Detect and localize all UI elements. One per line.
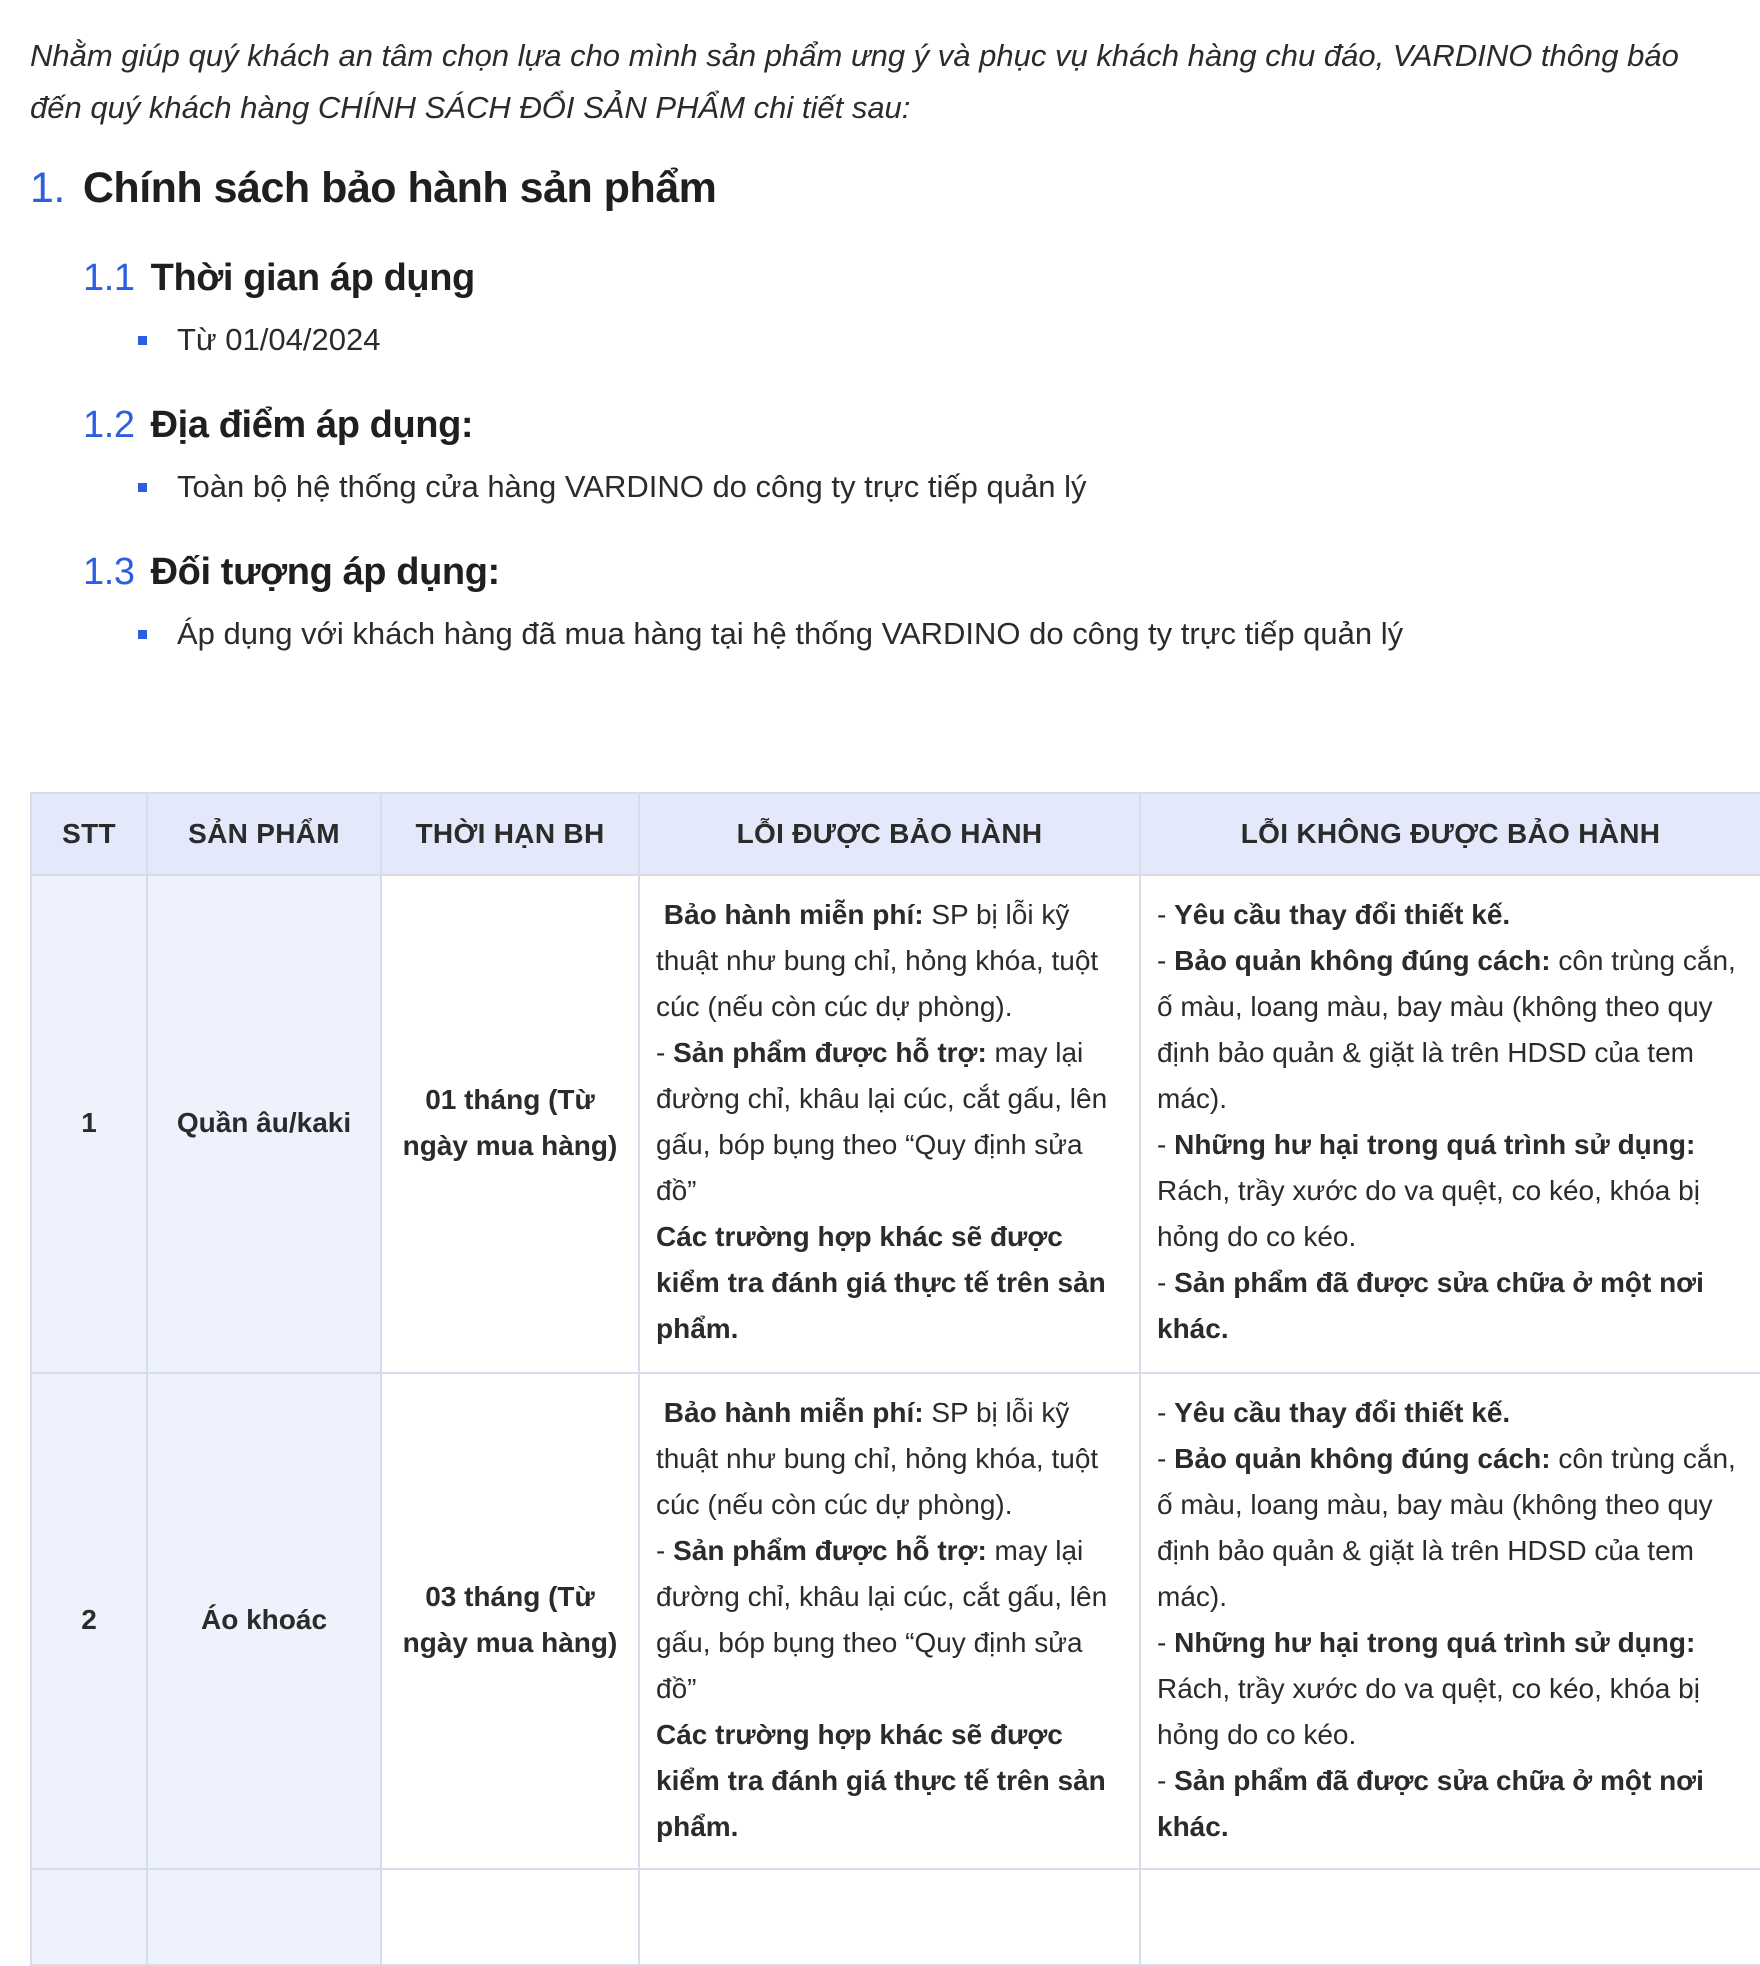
repaired-elsewhere: Sản phẩm đã được sửa chữa ở một nơi khác.	[1157, 1765, 1704, 1842]
usage-label: Những hư hại trong quá trình sử dụng:	[1174, 1129, 1696, 1160]
table-row-partial	[31, 1869, 1760, 1965]
support-label: Sản phẩm được hỗ trợ:	[673, 1535, 987, 1566]
usage-label: Những hư hại trong quá trình sử dụng:	[1174, 1627, 1696, 1658]
cell-product: Áo khoác	[147, 1373, 381, 1869]
policy-page	[30, 30, 1760, 652]
other-cases: Các trường hợp khác sẽ được kiểm tra đánh giá thực tế trên sản phẩm.	[656, 1221, 1106, 1344]
storage-text: côn trùng cắn, ố màu, loang màu, bay màu (không theo quy định bảo quản & giặt là trên HDSD của tem mác).	[1157, 945, 1736, 1114]
cell-not-covered: - Yêu cầu thay đổi thiết kế. - Bảo quản không đúng cách: côn trùng cắn, ố màu, loang màu, bay màu (không theo quy định bảo quản & giặt là trên HDSD của tem mác). - Những hư hại trong quá trình sử dụng: Rách, trầy xước do va quệt, co kéo, khóa bị hỏng do co kéo. - Sản phẩm đã được sửa chữa ở một nơi khác.	[1140, 1373, 1760, 1869]
header-stt: STT	[31, 793, 147, 875]
header-term: THỜI HẠN BH	[381, 793, 639, 875]
free-label: Bảo hành miễn phí:	[663, 899, 924, 930]
subsection-heading-time	[83, 257, 1760, 300]
other-cases: Các trường hợp khác sẽ được kiểm tra đánh giá thực tế trên sản phẩm.	[656, 1719, 1106, 1842]
storage-label: Bảo quản không đúng cách:	[1174, 1443, 1551, 1474]
bullet-item	[138, 322, 1760, 358]
subsection-number: 1.1	[83, 257, 135, 299]
repaired-elsewhere: Sản phẩm đã được sửa chữa ở một nơi khác.	[1157, 1267, 1704, 1344]
cell-covered: Bảo hành miễn phí: SP bị lỗi kỹ thuật như bung chỉ, hỏng khóa, tuột cúc (nếu còn cúc dự phòng). - Sản phẩm được hỗ trợ: may lại đường chỉ, khâu lại cúc, cắt gấu, lên gấu, bóp bụng theo “Quy định sửa đồ” Các trường hợp khác sẽ được kiểm tra đánh giá thực tế trên sản phẩm.	[639, 875, 1140, 1373]
subsection-number: 1.3	[83, 551, 135, 593]
header-product: SẢN PHẨM	[147, 793, 381, 875]
usage-text: Rách, trầy xước do va quệt, co kéo, khóa bị hỏng do co kéo.	[1157, 1175, 1700, 1252]
cell-term: 01 tháng (Từ ngày mua hàng)	[381, 875, 639, 1373]
header-covered: LỖI ĐƯỢC BẢO HÀNH	[639, 793, 1140, 875]
subsection-number: 1.2	[83, 404, 135, 446]
usage-text: Rách, trầy xước do va quệt, co kéo, khóa bị hỏng do co kéo.	[1157, 1673, 1700, 1750]
cell-product: Quần âu/kaki	[147, 875, 381, 1373]
cell-product	[147, 1869, 381, 1965]
bullet-square-icon	[138, 336, 147, 345]
cell-not-covered: - Yêu cầu thay đổi thiết kế. - Bảo quản không đúng cách: côn trùng cắn, ố màu, loang màu, bay màu (không theo quy định bảo quản & giặt là trên HDSD của tem mác). - Những hư hại trong quá trình sử dụng: Rách, trầy xước do va quệt, co kéo, khóa bị hỏng do co kéo. - Sản phẩm đã được sửa chữa ở một nơi khác.	[1140, 875, 1760, 1373]
cell-stt	[31, 1869, 147, 1965]
cell-not-covered	[1140, 1869, 1760, 1965]
subsection-title: Địa điểm áp dụng:	[150, 404, 474, 446]
bullet-text: Toàn bộ hệ thống cửa hàng VARDINO do công ty trực tiếp quản lý	[177, 469, 1087, 504]
storage-text: côn trùng cắn, ố màu, loang màu, bay màu (không theo quy định bảo quản & giặt là trên HDSD của tem mác).	[1157, 1443, 1736, 1612]
design-change: Yêu cầu thay đổi thiết kế.	[1174, 1397, 1511, 1428]
subsection-heading-audience	[83, 551, 1760, 594]
free-text: SP bị lỗi kỹ thuật như bung chỉ, hỏng khóa, tuột cúc (nếu còn cúc dự phòng).	[656, 899, 1099, 1022]
subsection-title: Thời gian áp dụng	[150, 257, 475, 299]
support-label: Sản phẩm được hỗ trợ:	[673, 1037, 987, 1068]
intro-paragraph: Nhằm giúp quý khách an tâm chọn lựa cho mình sản phẩm ưng ý và phục vụ khách hàng chu đáo, VARDINO thông báo đến quý khách hàng CHÍNH SÁCH ĐỔI SẢN PHẨM chi tiết sau:	[30, 38, 1679, 125]
bullet-square-icon	[138, 483, 147, 492]
bullet-text: Áp dụng với khách hàng đã mua hàng tại hệ thống VARDINO do công ty trực tiếp quản lý	[177, 616, 1404, 651]
free-label: Bảo hành miễn phí:	[663, 1397, 924, 1428]
bullet-square-icon	[138, 630, 147, 639]
bullet-text: Từ 01/04/2024	[177, 322, 381, 357]
warranty-table	[30, 792, 1760, 1966]
storage-label: Bảo quản không đúng cách:	[1174, 945, 1551, 976]
header-not-covered: LỖI KHÔNG ĐƯỢC BẢO HÀNH	[1140, 793, 1760, 875]
support-text: may lại đường chỉ, khâu lại cúc, cắt gấu, lên gấu, bóp bụng theo “Quy định sửa đồ”	[656, 1535, 1108, 1704]
cell-stt: 2	[31, 1373, 147, 1869]
subsection-title: Đối tượng áp dụng:	[150, 551, 500, 593]
cell-term: 03 tháng (Từ ngày mua hàng)	[381, 1373, 639, 1869]
table-row	[31, 1373, 1760, 1869]
table-header-row	[31, 793, 1760, 875]
cell-covered: Bảo hành miễn phí: SP bị lỗi kỹ thuật như bung chỉ, hỏng khóa, tuột cúc (nếu còn cúc dự phòng). - Sản phẩm được hỗ trợ: may lại đường chỉ, khâu lại cúc, cắt gấu, lên gấu, bóp bụng theo “Quy định sửa đồ” Các trường hợp khác sẽ được kiểm tra đánh giá thực tế trên sản phẩm.	[639, 1373, 1140, 1869]
cell-stt: 1	[31, 875, 147, 1373]
cell-covered	[639, 1869, 1140, 1965]
subsection-heading-location	[83, 404, 1760, 447]
section-heading	[30, 164, 1760, 213]
bullet-item	[138, 616, 1760, 652]
support-text: may lại đường chỉ, khâu lại cúc, cắt gấu, lên gấu, bóp bụng theo “Quy định sửa đồ”	[656, 1037, 1108, 1206]
bullet-item	[138, 469, 1760, 505]
section-title: Chính sách bảo hành sản phẩm	[82, 164, 717, 212]
cell-term	[381, 1869, 639, 1965]
table-row	[31, 875, 1760, 1373]
free-text: SP bị lỗi kỹ thuật như bung chỉ, hỏng khóa, tuột cúc (nếu còn cúc dự phòng).	[656, 1397, 1099, 1520]
section-number: 1.	[30, 164, 65, 212]
design-change: Yêu cầu thay đổi thiết kế.	[1174, 899, 1511, 930]
